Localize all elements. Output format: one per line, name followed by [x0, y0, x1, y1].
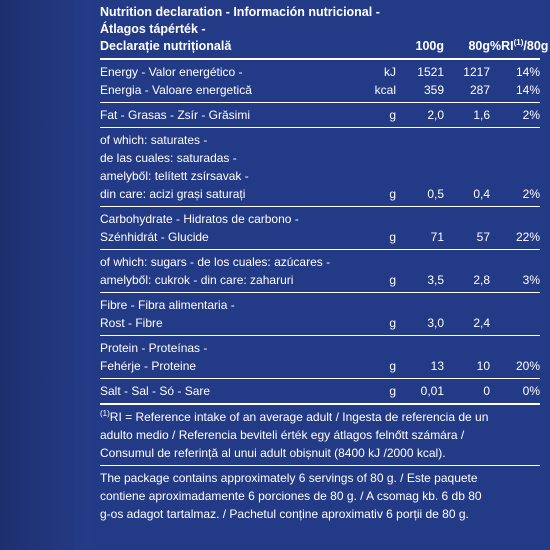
table-title-line-2: Átlagos tápérték -: [100, 22, 206, 36]
header-ri: %RI$^{(1)}$/80g: [490, 37, 549, 53]
divider: [100, 58, 540, 60]
table-header: [100, 37, 549, 55]
header-80g: 80g: [468, 39, 490, 53]
table-title-line-1: Nutrition declaration - Información nutricional -: [100, 5, 380, 19]
divider: [100, 292, 540, 293]
divider: [100, 403, 540, 405]
row-sugars: of which: sugars - de los cuales: azúcares - amelyből: cukrok - din care: zaharuri g 3,5 2,8 3%: [100, 255, 540, 287]
row-protein: Protein - Proteínas - Fehérje - Proteine g 13 10 20%: [100, 341, 540, 373]
row-salt: Salt - Sal - Só - Sare g 0,01 0 0%: [100, 384, 540, 398]
divider: [100, 102, 540, 103]
divider: [100, 378, 540, 379]
row-carbohydrate: Carbohydrate - Hidratos de carbono - Szénhidrát - Glucide g 71 57 22%: [100, 212, 540, 244]
nutrition-table: [100, 4, 549, 523]
servings-note: The package contains approximately 6 servings of 80 g. / Este paquete contiene aproximadamente 6 porciones de 80 g. / A csomag kb. 6 db 80 g-os adagot tartalmaz. / Pachetul conține aproximativ 6 porții de 80 g.: [100, 471, 482, 521]
row-fat: Fat - Grasas - Zsír - Grăsimi g 2,0 1,6 2%: [100, 108, 540, 122]
row-fibre: Fibre - Fibra alimentaria - Rost - Fibre g 3,0 2,4: [100, 298, 490, 330]
divider: [100, 249, 540, 250]
row-energy-kj: Energy - Valor energético - kJ 1521 1217 14%: [100, 65, 540, 79]
header-label: Declarație nutrițională: [100, 39, 232, 53]
header-100g: 100g: [415, 39, 444, 53]
divider: [100, 127, 540, 128]
divider: [100, 206, 540, 207]
footnote-ri: $^{(1)}$RI = Reference intake of an average adult / Ingesta de referencia de un adulto medio / Referencia beviteli érték egy átlagos felnőtt számára / Consumul de referință al unui adult obișnuit (8400 kJ /2000 kcal).: [100, 409, 489, 460]
divider: [100, 335, 540, 336]
row-saturates: of which: saturates - de las cuales: saturadas - amelyből: telített zsírsavak - din care: acizi grași saturați g 0,5 0,4 2%: [100, 133, 540, 201]
row-energy-kcal: Energia - Valoare energetică kcal 359 287 14%: [100, 83, 540, 97]
divider: [100, 465, 540, 466]
package-edge: [0, 0, 92, 550]
